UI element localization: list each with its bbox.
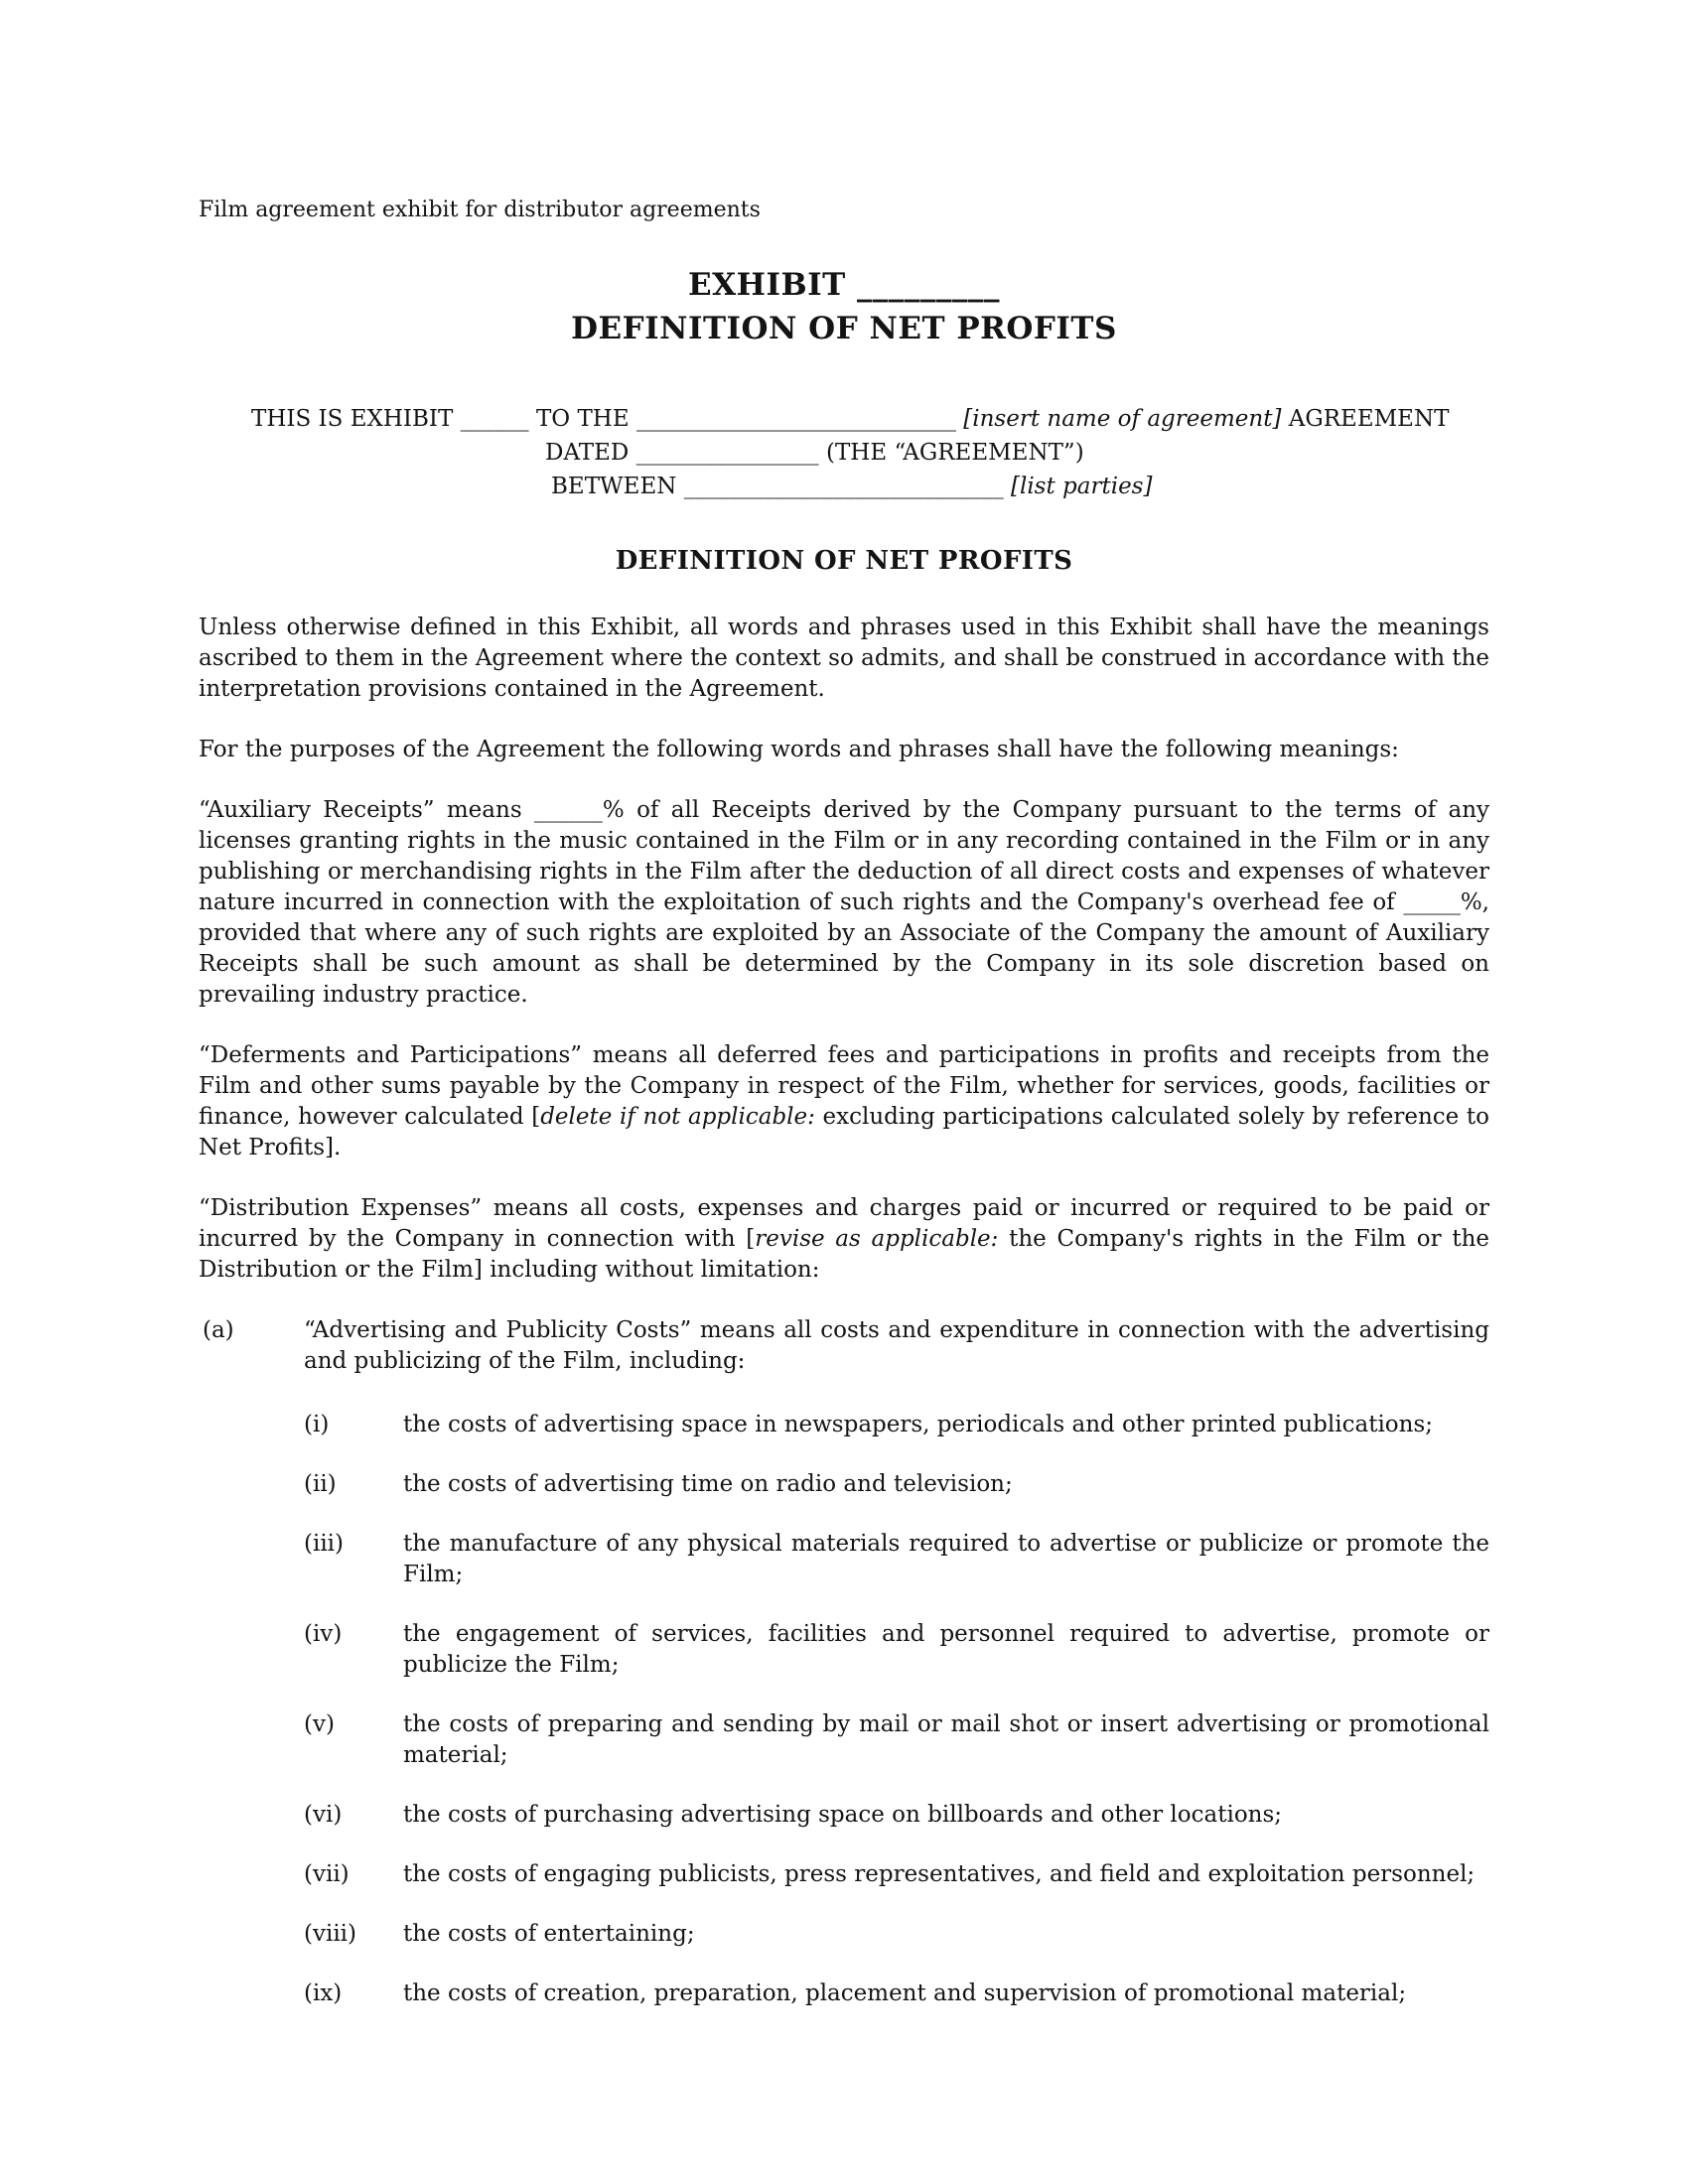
sub-item-iii: [199, 1529, 1489, 1590]
sub-item-vii-label: (vii): [304, 1861, 350, 1887]
exhibit-reference-line3: [551, 470, 1489, 503]
sub-item-v-text: the costs of preparing and sending by mail or mail shot or insert advertising or promotional material;: [403, 1711, 1489, 1768]
sub-item-iv: [199, 1619, 1489, 1681]
sub-item-viii: [199, 1919, 1489, 1950]
exhibit-reference-line3-text: BETWEEN ____________________________: [551, 474, 1011, 499]
item-a: [199, 1315, 1489, 1377]
sub-item-vii-text: the costs of engaging publicists, press representatives, and field and exploitation personnel;: [403, 1861, 1476, 1887]
sub-item-iv-label: (iv): [304, 1621, 343, 1647]
exhibit-title: [199, 263, 1489, 350]
exhibit-title-line1: EXHIBIT _________: [687, 267, 1001, 303]
definition-deferments-suffix: excluding participations calculated solely by reference to Net Profits].: [199, 1104, 1489, 1160]
sub-item-v-label: (v): [304, 1711, 335, 1737]
sub-item-ii-text: the costs of advertising time on radio and television;: [403, 1471, 1013, 1497]
sub-item-ii: [199, 1469, 1489, 1500]
paragraph-interpretation: Unless otherwise defined in this Exhibit, all words and phrases used in this Exhibit shall have the meanings ascribed to them in the Agreement where the context so admits, and shall be construed in accordance with the interpretation provisions contained in the Agreement.: [199, 614, 1489, 702]
sub-item-ix: [199, 1979, 1489, 2009]
exhibit-reference-line2: DATED ________________ (THE “AGREEMENT”): [545, 440, 1084, 466]
section-heading: DEFINITION OF NET PROFITS: [615, 546, 1073, 576]
sub-item-v: [199, 1709, 1489, 1771]
sub-item-iv-text: the engagement of services, facilities and personnel required to advertise, promote or publicize the Film;: [403, 1621, 1489, 1678]
sub-item-vi-label: (vi): [304, 1802, 343, 1828]
sub-item-vi-text: the costs of purchasing advertising space on billboards and other locations;: [403, 1802, 1283, 1828]
definition-deferments-text: “Deferments and Participations” means all deferred fees and participations in profits and receipts from the Film and other sums payable by the Company in respect of the Film, whether for services, goods, facilities or finance, however calculated [: [199, 1042, 1489, 1130]
exhibit-title-line2: DEFINITION OF NET PROFITS: [571, 311, 1117, 346]
sub-item-viii-label: (viii): [304, 1921, 357, 1947]
sub-item-iii-text: the manufacture of any physical materials required to advertise or publicize or promote the Film;: [403, 1531, 1489, 1587]
definition-distribution-suffix: the Company's rights in the Film or the Distribution or the Film] including without limitation:: [199, 1226, 1489, 1283]
sub-item-i-label: (i): [304, 1412, 330, 1437]
item-a-text: “Advertising and Publicity Costs” means all costs and expenditure in connection with the advertising and publicizing of the Film, including:: [304, 1317, 1489, 1374]
sub-item-vi: [199, 1800, 1489, 1831]
definition-distribution-text: “Distribution Expenses” means all costs, expenses and charges paid or incurred or required to be paid or incurred by the Company in connection with [: [199, 1195, 1489, 1252]
sub-item-ii-label: (ii): [304, 1471, 337, 1497]
sub-item-iii-label: (iii): [304, 1531, 345, 1557]
insert-name-placeholder: [insert name of agreement]: [963, 406, 1282, 432]
distribution-drafting-note: revise as applicable:: [755, 1226, 999, 1252]
definition-distribution-expenses: [199, 1193, 1489, 1286]
sub-item-viii-text: the costs of entertaining;: [403, 1921, 695, 1947]
sub-item-i: [199, 1410, 1489, 1440]
deferments-drafting-note: delete if not applicable:: [540, 1104, 815, 1130]
definition-deferments: [199, 1040, 1489, 1163]
sub-item-ix-text: the costs of creation, preparation, placement and supervision of promotional material;: [403, 1980, 1407, 2006]
exhibit-reference-block: [199, 402, 1489, 503]
definition-auxiliary-receipts: “Auxiliary Receipts” means ______% of all Receipts derived by the Company pursuant to the terms of any licenses granting rights in the music contained in the Film or in any recording contained in the Film or in any publishing or merchandising rights in the Film after the deduction of all direct costs and expenses of whatever nature incurred in connection with the exploitation of such rights and the Company's overhead fee of _____%, provided that where any of such rights are exploited by an Associate of the Company the amount of Auxiliary Receipts shall be such amount as shall be determined by the Company in its sole discretion based on prevailing industry practice.: [199, 797, 1489, 1008]
item-a-label: (a): [203, 1317, 234, 1343]
exhibit-reference-line1-suffix: AGREEMENT: [1281, 406, 1450, 432]
sub-item-vii: [199, 1859, 1489, 1890]
exhibit-reference-line1-text: THIS IS EXHIBIT ______ TO THE ____________________________: [251, 406, 964, 432]
paragraph-purposes: For the purposes of the Agreement the following words and phrases shall have the following meanings:: [199, 737, 1399, 762]
document-type-note: Film agreement exhibit for distributor agreements: [199, 198, 761, 222]
sub-item-ix-label: (ix): [304, 1980, 343, 2006]
exhibit-reference-line1: [251, 402, 1489, 436]
sub-item-i-text: the costs of advertising space in newspapers, periodicals and other printed publications;: [403, 1412, 1434, 1437]
list-parties-placeholder: [list parties]: [1011, 474, 1153, 499]
